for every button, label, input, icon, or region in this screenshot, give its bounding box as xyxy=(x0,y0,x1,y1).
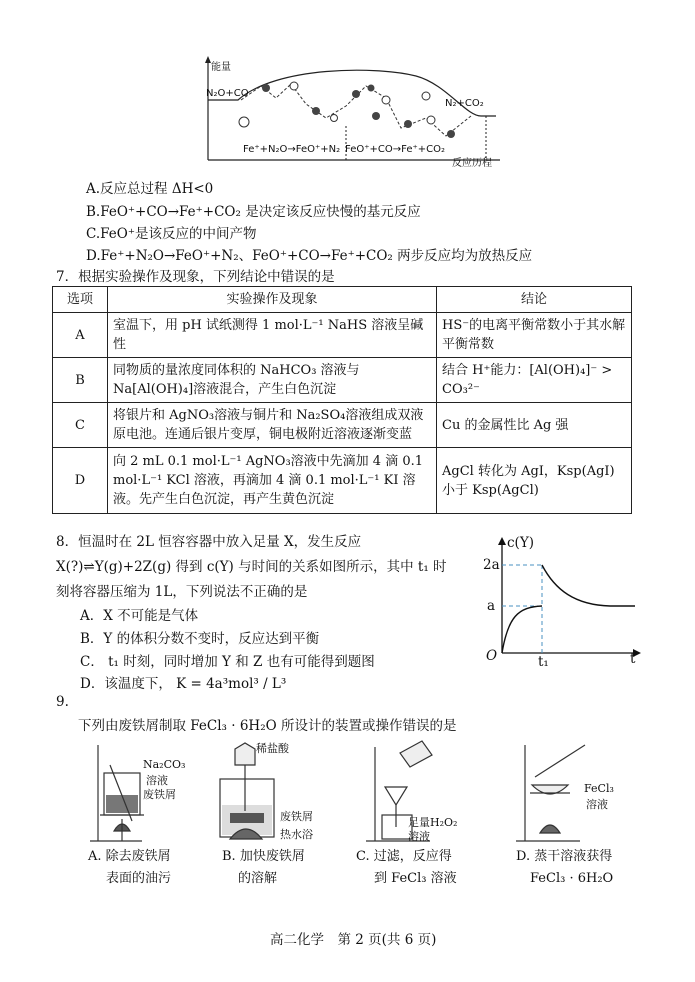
row-operation: 向 2 mL 0.1 mol·L⁻¹ AgNO₃溶液中先滴加 4 滴 0.1 mol·L⁻¹ KCl 溶液，再滴加 4 滴 0.1 mol·L⁻¹ KI 溶液。先产生白色沉淀，再产生黄色沉淀 xyxy=(108,448,437,514)
chart-tick-2a: 2a xyxy=(483,557,500,573)
row-option: A xyxy=(53,313,108,358)
chart-t1: t₁ xyxy=(538,654,549,670)
row-conclusion: 结合 H⁺能力：[Al(OH)₄]⁻ > CO₃²⁻ xyxy=(437,358,632,403)
row-operation: 同物质的量浓度同体积的 NaHCO₃ 溶液与 Na[Al(OH)₄]溶液混合，产生白色沉淀 xyxy=(108,358,437,403)
curve-rise xyxy=(502,606,542,653)
apparatus-b xyxy=(220,743,274,839)
diagram-right-label: N₂+CO₂ xyxy=(445,98,484,109)
table-row xyxy=(53,358,632,403)
caption-a-line1: A. 除去废铁屑 xyxy=(88,849,171,864)
label-a-scrap: 废铁屑 xyxy=(143,788,176,801)
chart-xlabel: t xyxy=(630,651,636,667)
q8-line1: 8．恒温时在 2L 恒容容器中放入足量 X，发生反应 xyxy=(56,534,362,550)
q8-option-b: B．Y 的体积分数不变时，反应达到平衡 xyxy=(80,631,320,647)
q6-option-d: D.Fe⁺+N₂O→FeO⁺+N₂、FeO⁺+CO→Fe⁺+CO₂ 两步反应均为放热反应 xyxy=(86,248,533,264)
caption-c-line2: 到 FeCl₃ 溶液 xyxy=(374,871,457,886)
q6-option-b: B.FeO⁺+CO→Fe⁺+CO₂ 是决定该反应快慢的基元反应 xyxy=(86,204,421,220)
chart-origin: O xyxy=(486,648,498,664)
q8-line3: 刻将容器压缩为 1L，下列说法不正确的是 xyxy=(56,584,308,600)
caption-c-line1: C. 过滤，反应得 xyxy=(356,849,452,864)
caption-d-line1: D. 蒸干溶液获得 xyxy=(516,849,613,864)
q8-concentration-chart xyxy=(480,535,645,670)
diagram-step2: FeO⁺+CO→Fe⁺+CO₂ xyxy=(345,144,445,155)
caption-b-line2: 的溶解 xyxy=(238,871,278,886)
table-row xyxy=(53,448,632,514)
q7-table xyxy=(52,286,632,514)
diagram-left-label: N₂O+CO xyxy=(206,88,249,99)
diagram-step1: Fe⁺+N₂O→FeO⁺+N₂ xyxy=(243,144,341,155)
q8-option-d: D．该温度下， K = 4a³mol³ / L³ xyxy=(80,676,287,692)
chart-ylabel: c(Y) xyxy=(507,535,535,551)
curve-fall xyxy=(542,565,635,606)
row-option: B xyxy=(53,358,108,403)
table-row xyxy=(53,403,632,448)
header-operation: 实验操作及现象 xyxy=(108,287,437,313)
caption-a-line2: 表面的油污 xyxy=(106,871,172,886)
header-option: 选项 xyxy=(53,287,108,313)
header-conclusion: 结论 xyxy=(437,287,632,313)
q7-stem: 7．根据实验操作及现象，下列结论中错误的是 xyxy=(56,269,335,285)
q6-option-a: A.反应总过程 ΔH<0 xyxy=(86,181,214,197)
caption-d-line2: FeCl₃ · 6H₂O xyxy=(530,871,614,886)
label-b-bath: 热水浴 xyxy=(280,828,313,841)
row-option: D xyxy=(53,448,108,514)
label-c-h2o2: 足量H₂O₂ xyxy=(408,816,458,829)
label-b-acid: 稀盐酸 xyxy=(256,742,289,755)
diagram-xlabel: 反应历程 xyxy=(452,158,492,169)
row-conclusion: Cu 的金属性比 Ag 强 xyxy=(437,403,632,448)
row-conclusion: HS⁻的电离平衡常数小于其水解平衡常数 xyxy=(437,313,632,358)
label-d-solution: 溶液 xyxy=(586,798,608,811)
page-footer: 高二化学 第 2 页(共 6 页) xyxy=(270,932,437,948)
label-a-solution: 溶液 xyxy=(146,774,168,787)
q8-option-a: A．X 不可能是气体 xyxy=(80,608,199,624)
label-d-fecl3: FeCl₃ xyxy=(584,782,614,795)
q8-line2: X(?)⇌Y(g)+2Z(g) 得到 c(Y) 与时间的关系如图所示，其中 t₁ 时 xyxy=(56,559,447,575)
chart-tick-a: a xyxy=(487,598,496,614)
label-b-scrap: 废铁屑 xyxy=(280,810,313,823)
apparatus-a xyxy=(90,745,144,841)
table-row xyxy=(53,313,632,358)
diagram-ylabel: 能量 xyxy=(211,62,231,73)
q8-option-c: C． t₁ 时刻，同时增加 Y 和 Z 也有可能得到题图 xyxy=(80,654,375,670)
row-conclusion: AgCl 转化为 AgI，Ksp(AgI)小于 Ksp(AgCl) xyxy=(437,448,632,514)
apparatus-d xyxy=(516,745,585,841)
table-header-row xyxy=(53,287,632,313)
q9-number: 9. xyxy=(56,694,69,710)
q6-option-c: C.FeO⁺是该反应的中间产物 xyxy=(86,226,257,242)
row-operation: 室温下，用 pH 试纸测得 1 mol·L⁻¹ NaHS 溶液呈碱性 xyxy=(108,313,437,358)
row-option: C xyxy=(53,403,108,448)
q9-stem: 下列由废铁屑制取 FeCl₃ · 6H₂O 所设计的装置或操作错误的是 xyxy=(78,718,457,734)
caption-b-line1: B. 加快废铁屑 xyxy=(222,849,305,864)
label-c-solution: 溶液 xyxy=(408,830,430,843)
label-a-na2co3: Na₂CO₃ xyxy=(143,758,186,771)
row-operation: 将银片和 AgNO₃溶液与铜片和 Na₂SO₄溶液组成双液原电池。连通后银片变厚，铜电极附近溶液逐渐变蓝 xyxy=(108,403,437,448)
